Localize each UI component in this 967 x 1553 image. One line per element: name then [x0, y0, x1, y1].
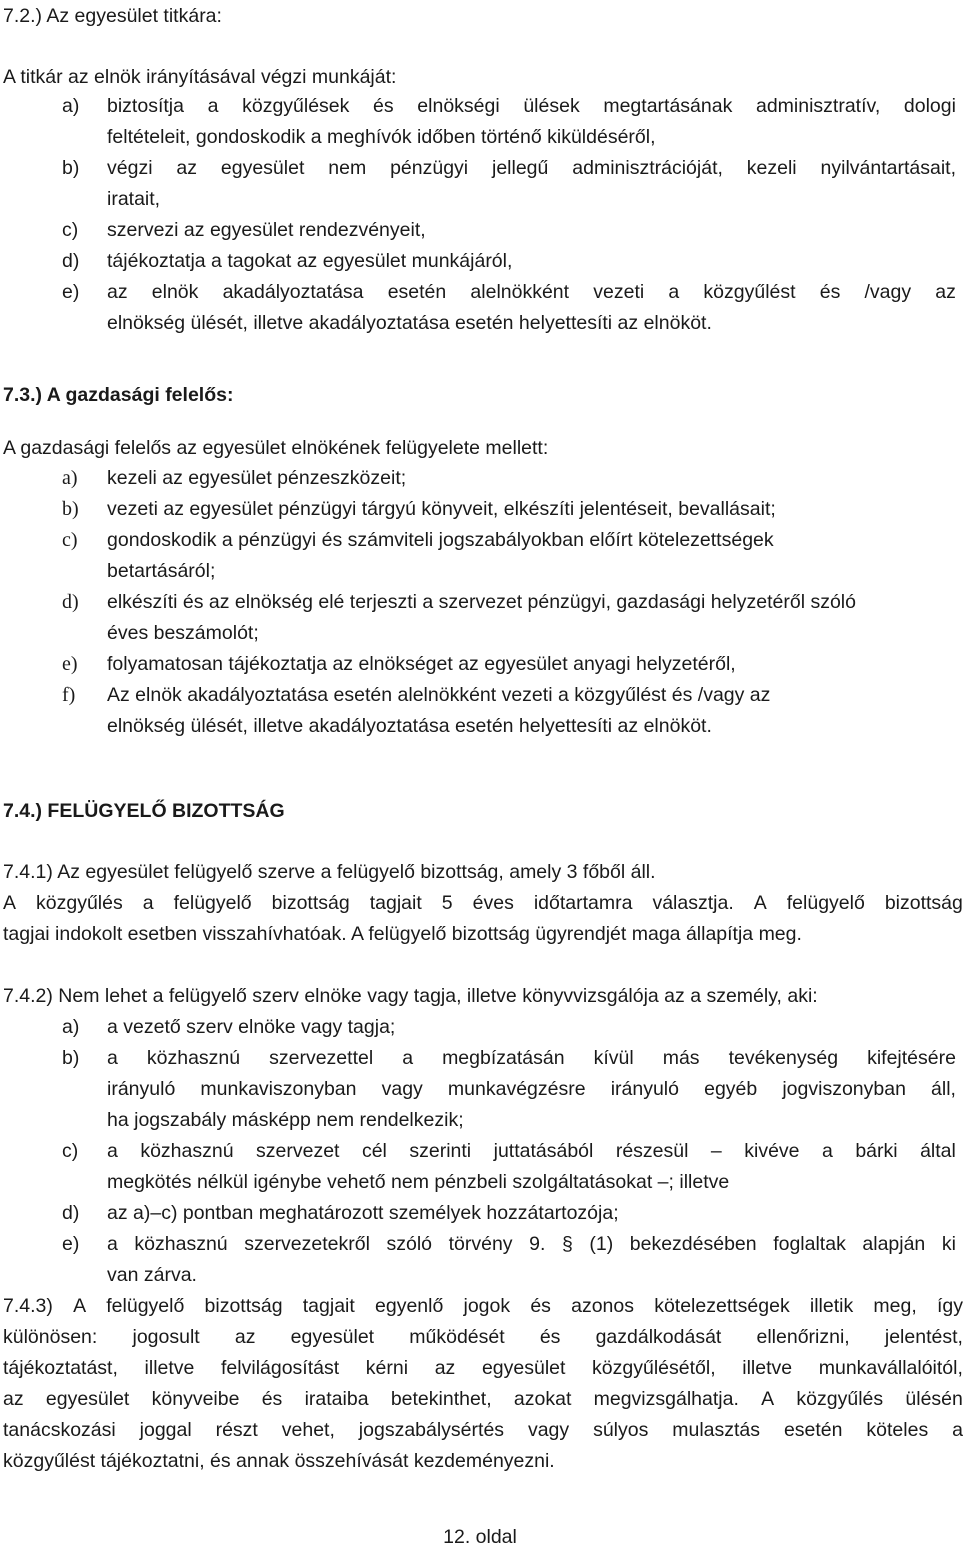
- text-line: 7.4.1) Az egyesület felügyelő szerve a felügyelő bizottság, amely 3 főből áll.: [3, 861, 656, 883]
- text-line: tájékoztatja a tagokat az egyesület munkájáról,: [107, 250, 513, 272]
- list-item-label: d): [62, 1202, 80, 1224]
- section-72-intro: A titkár az elnök irányításával végzi munkáját:: [3, 66, 397, 88]
- list-item-label: c): [62, 529, 78, 551]
- text-line: az elnök akadályoztatása esetén alelnökként vezeti a közgyűlést és /vagy az: [107, 281, 956, 303]
- section-72-heading: 7.2.) Az egyesület titkára:: [3, 5, 222, 27]
- list-item-label: e): [62, 1233, 80, 1255]
- section-74-paragraph-2-intro: 7.4.2) Nem lehet a felügyelő szerv elnöke vagy tagja, illetve könyvvizsgálója az a személy, aki:: [3, 985, 818, 1007]
- section-74-heading: 7.4.) FELÜGYELŐ BIZOTTSÁG: [3, 800, 285, 822]
- text-line: elnökség ülését, illetve akadályoztatása esetén helyettesíti az elnököt.: [107, 715, 712, 737]
- text-line: elnökség ülését, illetve akadályoztatása esetén helyettesíti az elnököt.: [107, 312, 712, 334]
- text-line: az a)–c) pontban meghatározott személyek hozzátartozója;: [107, 1202, 619, 1224]
- text-line: irányuló munkaviszonyban vagy munkavégzésre irányuló egyéb jogviszonyban áll,: [107, 1078, 956, 1100]
- text-line: van zárva.: [107, 1264, 197, 1286]
- list-item: [0, 587, 960, 649]
- text-line: elkészíti és az elnökség elé terjeszti a szervezet pénzügyi, gazdasági helyzetéről szóló: [107, 591, 856, 613]
- text-line: a közhasznú szervezetekről szóló törvény 9. § (1) bekezdésében foglaltak alapján ki: [107, 1233, 956, 1255]
- list-item: [0, 153, 960, 215]
- text-line: tanácskozási joggal részt vehet, jogszabálysértés vagy súlyos mulasztás esetén köteles a: [3, 1419, 963, 1441]
- text-line: a közhasznú szervezettel a megbízatásán kívül más tevékenység kifejtésére: [107, 1047, 956, 1069]
- text-line: szervezi az egyesület rendezvényeit,: [107, 219, 426, 241]
- section-74-paragraph-3: [0, 1291, 963, 1477]
- list-item-label: a): [62, 95, 80, 117]
- text-line: feltételeit, gondoskodik a meghívók időben történő kiküldéséről,: [107, 126, 656, 148]
- list-item-label: a): [62, 467, 78, 489]
- list-item: [0, 1043, 960, 1136]
- list-item: [0, 1198, 960, 1229]
- list-item-label: e): [62, 281, 80, 303]
- list-item: [0, 1229, 960, 1291]
- list-item-label: b): [62, 157, 80, 179]
- text-line: iratait,: [107, 188, 161, 210]
- text-line: éves beszámolót;: [107, 622, 259, 644]
- text-line: biztosítja a közgyűlések és elnökségi ülések megtartásának adminisztratív, dologi: [107, 95, 956, 117]
- list-item: [0, 246, 960, 277]
- text-line: a közhasznú szervezet cél szerinti juttatásából részesül – kivéve a bárki által: [107, 1140, 956, 1162]
- list-item-label: b): [62, 1047, 80, 1069]
- list-item: [0, 525, 960, 587]
- text-line: tagjai indokolt esetben visszahívhatóak. A felügyelő bizottság ügyrendjét maga állapítja meg.: [3, 923, 802, 945]
- list-item-label: c): [62, 1140, 79, 1162]
- text-line: végzi az egyesület nem pénzügyi jellegű adminisztrációját, kezeli nyilvántartásait,: [107, 157, 956, 179]
- text-line: gondoskodik a pénzügyi és számviteli jogszabályokban előírt kötelezettségek: [107, 529, 774, 551]
- text-line: Az elnök akadályoztatása esetén alelnökként vezeti a közgyűlést és /vagy az: [107, 684, 771, 706]
- list-item: [0, 649, 960, 680]
- list-item-label: a): [62, 1016, 80, 1038]
- list-item: [0, 494, 960, 525]
- list-item-label: d): [62, 250, 80, 272]
- text-line: 7.4.3) A felügyelő bizottság tagjait egyenlő jogok és azonos kötelezettségek illetik meg, így: [3, 1295, 963, 1317]
- text-line: tájékoztatást, illetve felvilágosítást kérni az egyesület közgyűlésétől, illetve munkavállalóitól,: [3, 1357, 963, 1379]
- page-number: 12. oldal: [443, 1526, 517, 1548]
- text-line: kezeli az egyesület pénzeszközeit;: [107, 467, 407, 489]
- text-line: a vezető szerv elnöke vagy tagja;: [107, 1016, 396, 1038]
- section-72-list: [0, 91, 960, 339]
- list-item: [0, 1012, 960, 1043]
- text-line: közgyűlést tájékoztatni, és annak összehívását kezdeményezni.: [3, 1450, 555, 1472]
- list-item-label: f): [62, 684, 76, 706]
- text-line: az egyesület könyveibe és irataiba betekinthet, azokat megvizsgálhatja. A közgyűlés ülésén: [3, 1388, 963, 1410]
- text-line: megkötés nélkül igénybe vehető nem pénzbeli szolgáltatásokat –; illetve: [107, 1171, 730, 1193]
- text-line: A közgyűlés a felügyelő bizottság tagjait 5 éves időtartamra választja. A felügyelő bizottság: [3, 892, 963, 914]
- text-line: folyamatosan tájékoztatja az elnökséget az egyesület anyagi helyzetéről,: [107, 653, 736, 675]
- list-item: [0, 1136, 960, 1198]
- list-item: [0, 680, 960, 742]
- list-item-label: c): [62, 219, 79, 241]
- list-item: [0, 215, 960, 246]
- list-item: [0, 91, 960, 153]
- list-item-label: d): [62, 591, 79, 613]
- text-line: ha jogszabály másképp nem rendelkezik;: [107, 1109, 464, 1131]
- text-line: különösen: jogosult az egyesület működését és gazdálkodását ellenőrizni, jelentést,: [3, 1326, 963, 1348]
- section-74-list: [0, 1012, 960, 1291]
- list-item-label: e): [62, 653, 78, 675]
- section-73-heading: 7.3.) A gazdasági felelős:: [3, 384, 234, 406]
- text-line: vezeti az egyesület pénzügyi tárgyú könyveit, elkészíti jelentéseit, bevallásait;: [107, 498, 776, 520]
- list-item: [0, 277, 960, 339]
- section-73-intro: A gazdasági felelős az egyesület elnökének felügyelete mellett:: [3, 437, 549, 459]
- section-73-list: [0, 463, 960, 742]
- list-item: [0, 463, 960, 494]
- text-line: betartásáról;: [107, 560, 216, 582]
- list-item-label: b): [62, 498, 79, 520]
- section-74-paragraph-1: [0, 857, 963, 950]
